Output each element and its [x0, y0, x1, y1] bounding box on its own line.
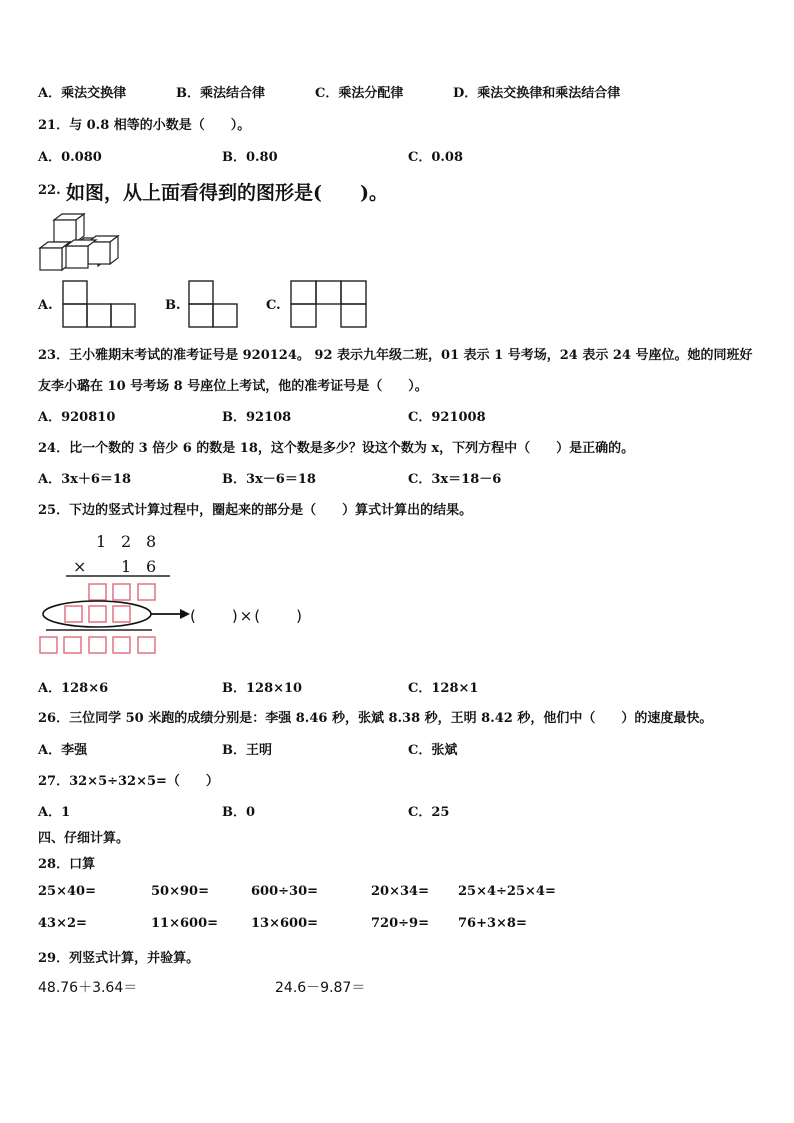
- q26-stem: 26．三位同学 50 米跑的成绩分别是：李强 8.46 秒，张斌 8.38 秒，王明 8.42 秒，他们中（ ）的速度最快。: [38, 711, 713, 726]
- q26-option-b: B．王明: [222, 743, 272, 758]
- q29-item-1: 48.76＋3.64＝: [38, 980, 138, 996]
- q22-option-b-label: B.: [165, 298, 181, 313]
- q28-item-10: 76+3×8=: [458, 916, 527, 931]
- q24-stem: 24．比一个数的 3 倍少 6 的数是 18，这个数是多少？设这个数为 x，下列方程中（ ）是正确的。: [38, 441, 635, 456]
- q27-stem: 27．32×5÷32×5=（ ）: [38, 774, 219, 789]
- q21-option-c: C．0.08: [408, 150, 464, 165]
- q25-digit-8: 8: [146, 532, 157, 551]
- q28-item-9: 720÷9=: [371, 916, 429, 931]
- q25-digit-1: 1: [96, 532, 107, 551]
- q22-option-a-label: A.: [38, 298, 53, 313]
- q20-option-a: A．乘法交换律: [38, 86, 127, 101]
- q25-times-sign: ×: [73, 557, 87, 576]
- q22-option-a-shape: [62, 280, 138, 328]
- q22-stem: 如图，从上面看得到的图形是( )。: [66, 182, 388, 204]
- q25-digit-mult-6: 6: [146, 557, 157, 576]
- q28-stem: 28．口算: [38, 857, 96, 872]
- section-4-heading: 四、仔细计算。: [38, 831, 130, 846]
- q25-option-c: C．128×1: [408, 681, 479, 696]
- q22-option-c-shape: [290, 280, 368, 328]
- q24-option-a: A．3x＋6＝18: [38, 472, 132, 487]
- q29-item-2: 24.6－9.87＝: [275, 980, 366, 996]
- q28-item-2: 50×90=: [151, 884, 209, 899]
- q25-digit-mult-1: 1: [121, 557, 132, 576]
- q25-arrow-text: ( )×( ): [190, 607, 304, 625]
- q21-option-b: B．0.80: [222, 150, 278, 165]
- q28-item-7: 11×600=: [151, 916, 219, 931]
- q24-option-c: C．3x＝18－6: [408, 472, 502, 487]
- q20-option-d: D．乘法交换律和乘法结合律: [453, 86, 621, 101]
- q22-cube-figure: [38, 212, 122, 272]
- q26-option-a: A．李强: [38, 743, 88, 758]
- q20-option-b: B．乘法结合律: [176, 86, 265, 101]
- q25-stem: 25．下边的竖式计算过程中，圈起来的部分是（ ）算式计算出的结果。: [38, 503, 473, 518]
- q28-item-4: 20×34=: [371, 884, 429, 899]
- q25-option-b: B．128×10: [222, 681, 303, 696]
- q26-option-c: C．张斌: [408, 743, 458, 758]
- q27-option-a: A．1: [38, 805, 71, 820]
- q28-item-5: 25×4÷25×4=: [458, 884, 556, 899]
- q28-item-1: 25×40=: [38, 884, 96, 899]
- q28-item-3: 600÷30=: [251, 884, 319, 899]
- q27-option-b: B．0: [222, 805, 256, 820]
- q27-option-c: C．25: [408, 805, 450, 820]
- q24-option-b: B．3x－6＝18: [222, 472, 316, 487]
- q21-option-a: A．0.080: [38, 150, 102, 165]
- q25-digit-2: 2: [121, 532, 132, 551]
- q28-item-8: 13×600=: [251, 916, 319, 931]
- q25-option-a: A．128×6: [38, 681, 109, 696]
- q29-stem: 29．列竖式计算，并验算。: [38, 951, 200, 966]
- q23-stem-line1: 23．王小雅期末考试的准考证号是 920124。 92 表示九年级二班，01 表示 1 号考场，24 表示 24 号座位。她的同班好: [38, 348, 753, 363]
- q20-option-c: C．乘法分配律: [315, 86, 404, 101]
- q23-option-a: A．920810: [38, 410, 116, 425]
- q21-stem: 21．与 0.8 相等的小数是（ ）。: [38, 118, 251, 133]
- q22-option-b-shape: [188, 280, 240, 328]
- q23-option-c: C．921008: [408, 410, 486, 425]
- q28-item-6: 43×2=: [38, 916, 87, 931]
- q23-stem-line2: 友李小璐在 10 号考场 8 号座位上考试，他的准考证号是（ ）。: [38, 379, 428, 394]
- q23-option-b: B．92108: [222, 410, 292, 425]
- q22-option-c-label: C.: [266, 298, 281, 313]
- q22-number: 22.: [38, 183, 61, 198]
